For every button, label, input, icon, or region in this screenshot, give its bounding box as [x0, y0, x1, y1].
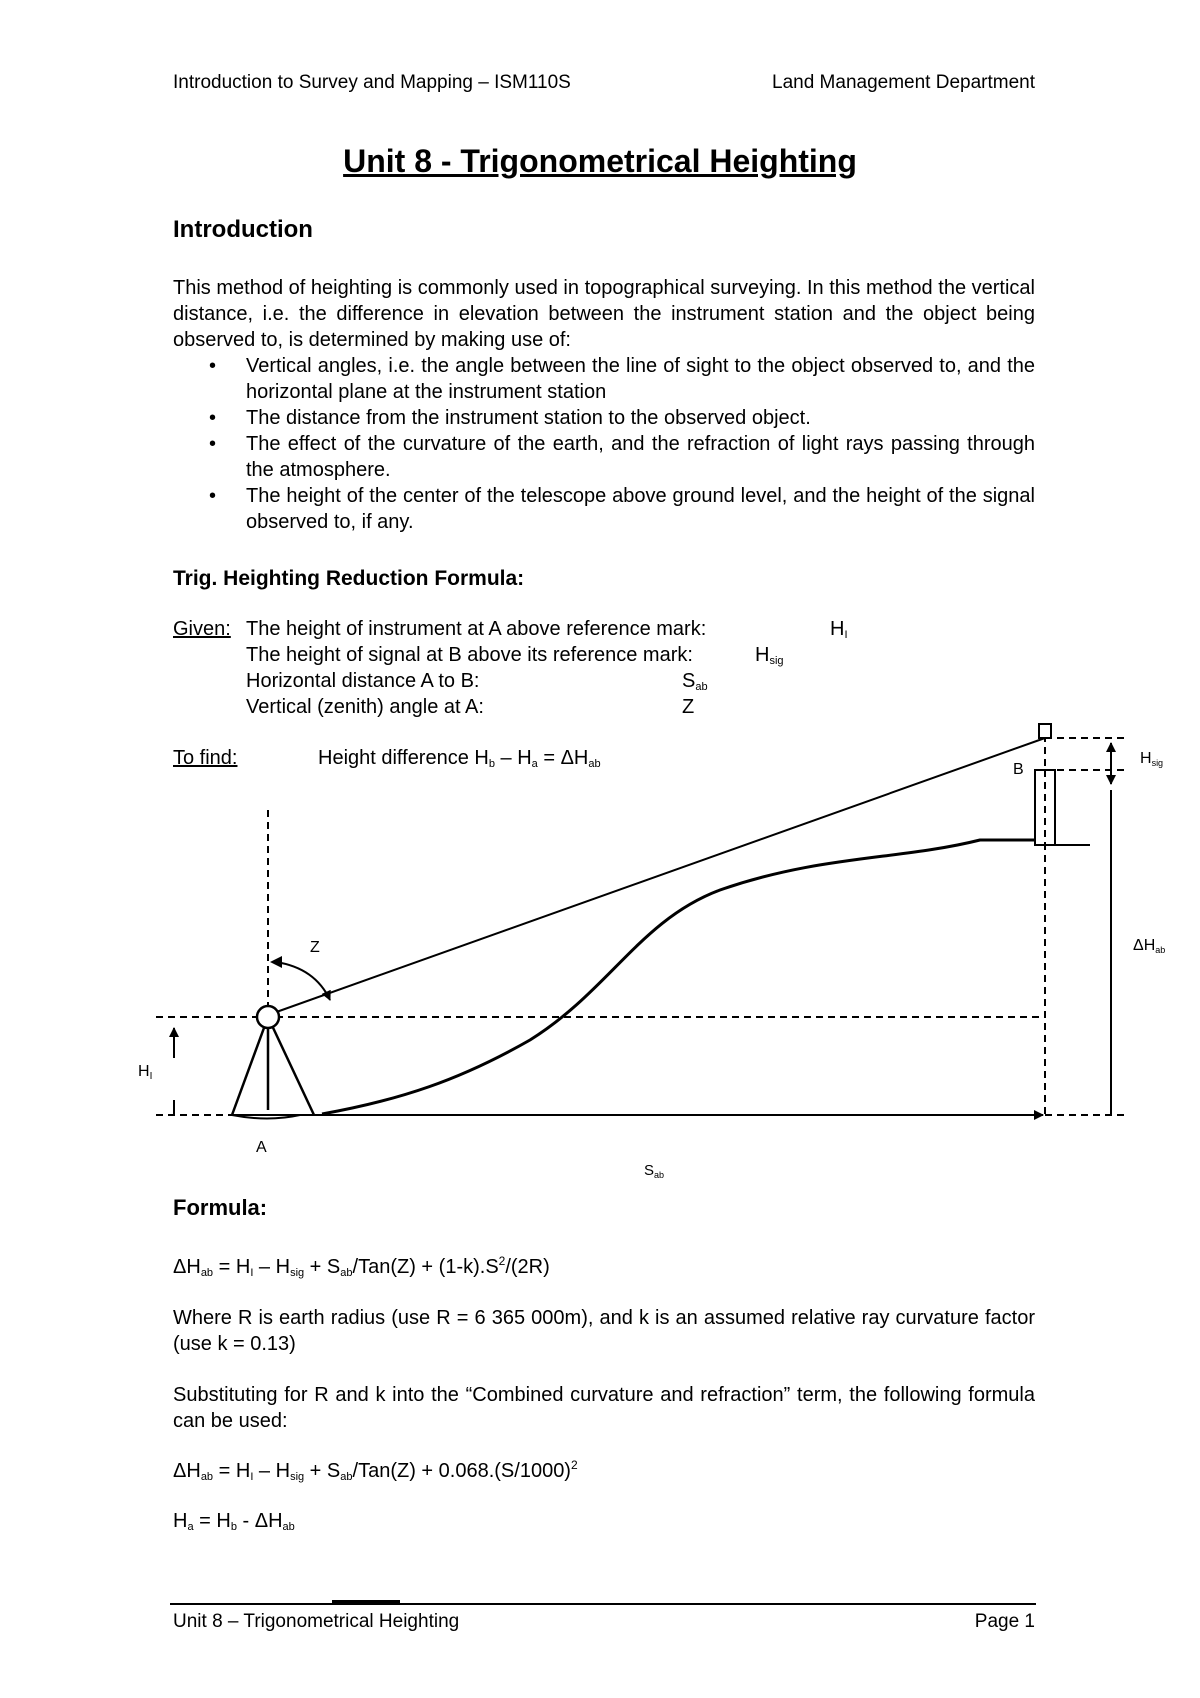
- zenith-arc-start: [270, 956, 282, 968]
- formula-equation-2: $\Delta H_{ab} = H_I - H_{sig} + S_{ab}/Tan(Z) + 0.068.(S/1000)^2$: [173, 1458, 578, 1483]
- terrain-profile: [322, 840, 1045, 1114]
- header-department: Land Management Department: [772, 72, 1035, 93]
- label-sab: $S_{ab}$: [644, 1162, 665, 1180]
- footer-divider-tab: [332, 1600, 400, 1603]
- line-of-sight: [268, 738, 1045, 1015]
- to-find-label: To find:: [173, 747, 238, 769]
- where-paragraph: Where R is earth radius (use R = 6 365 000m), and k is an assumed relative ray curvature factor (use k = 0.13): [173, 1307, 1035, 1355]
- bullet-text: The distance from the instrument station to the observed object.: [246, 407, 811, 429]
- label-hi: HI: [138, 1063, 153, 1082]
- bullet-icon: •: [209, 485, 217, 507]
- bullet-text: The height of the center of the telescope above ground level, and the height of the signal observed to, if any.: [246, 485, 1035, 533]
- bullet-text: The effect of the curvature of the earth, and the refraction of light rays passing through the atmosphere.: [246, 433, 1035, 481]
- bullet-icon: •: [209, 407, 217, 429]
- page-title: Unit 8 - Trigonometrical Heighting: [343, 143, 857, 179]
- substitution-paragraph: Substituting for R and k into the “Combined curvature and refraction” term, the following formula can be used:: [173, 1384, 1035, 1432]
- signal-target-icon: [1039, 724, 1051, 738]
- introduction-paragraph: This method of heighting is commonly used in topographical surveying. In this method the vertical distance, i.e. the difference in elevation between the instrument station and the object being observed to, is determined by making use of:: [173, 277, 1035, 351]
- reduction-formula-heading: Trig. Heighting Reduction Formula:: [173, 567, 525, 590]
- given-row-symbol: $S_{ab}$: [682, 670, 708, 693]
- zenith-angle-arc: [276, 962, 330, 1000]
- bullet-icon: •: [209, 433, 217, 455]
- given-row-symbol: Z: [682, 696, 695, 718]
- given-row-text: The height of instrument at A above reference mark:: [246, 618, 707, 640]
- given-label: Given:: [173, 618, 231, 640]
- given-row-text: Horizontal distance A to B:: [246, 670, 480, 692]
- bullet-icon: •: [209, 355, 217, 377]
- formula-equation-1: $\Delta H_{ab} = H_I - H_{sig} + S_{ab}/Tan(Z) + (1-k).S^2/(2R)$: [173, 1254, 550, 1279]
- formula-equation-3: $H_a = H_b - \Delta H_{ab}$: [173, 1510, 295, 1533]
- tripod-leg-right: [268, 1017, 314, 1115]
- footer-unit-title: Unit 8 – Trigonometrical Heighting: [173, 1611, 460, 1632]
- given-row-text: The height of signal at B above its reference mark:: [246, 644, 693, 666]
- label-a: A: [256, 1139, 267, 1156]
- given-row-symbol: $H_{sig}$: [755, 644, 784, 667]
- tripod-leg-left: [232, 1017, 268, 1115]
- footer-page-number: Page 1: [974, 1611, 1035, 1632]
- label-hsig: Hsig: [1140, 750, 1164, 768]
- to-find-expression: Height difference $H_b - H_a = \Delta H_{ab}$: [318, 747, 601, 770]
- given-row-text: Vertical (zenith) angle at A:: [246, 696, 484, 718]
- introduction-heading: Introduction: [173, 216, 313, 243]
- instrument-icon: [257, 1006, 279, 1028]
- bullet-text: Vertical angles, i.e. the angle between the line of sight to the object observed to, and the horizontal plane at the instrument station: [246, 355, 1035, 403]
- label-dhab: ΔHab: [1133, 937, 1166, 955]
- header-course-title: Introduction to Survey and Mapping – ISM110S: [173, 72, 571, 93]
- label-z: Z: [310, 939, 320, 956]
- footer-divider: [170, 1603, 1036, 1605]
- given-row-symbol: $H_I$: [830, 618, 848, 641]
- label-b: B: [1013, 761, 1024, 778]
- formula-heading: Formula:: [173, 1195, 268, 1220]
